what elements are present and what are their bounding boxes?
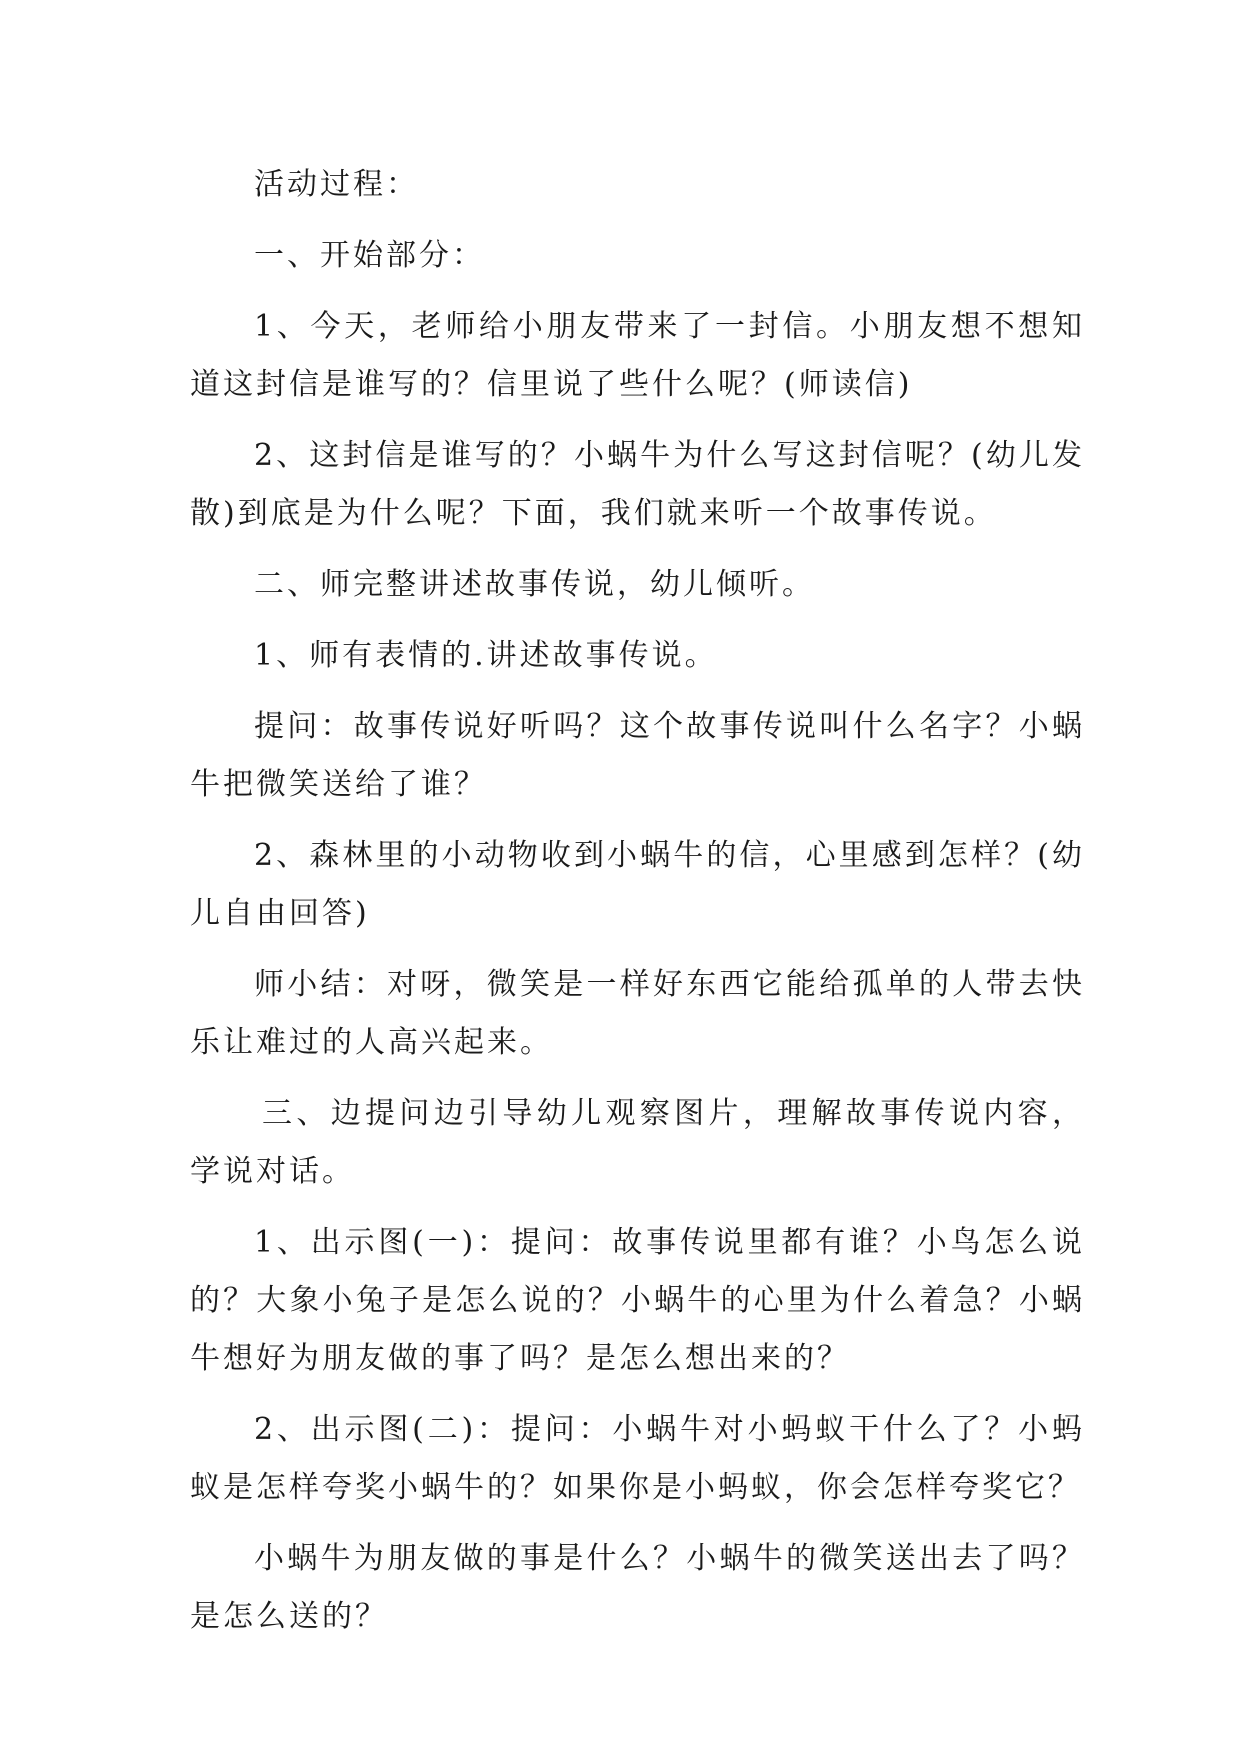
paragraph-picture-two: 2、出示图(二)：提问：小蜗牛对小蚂蚁干什么了？小蚂蚁是怎样夸奖小蜗牛的？如果你是小蚂蚁，你会怎样夸奖它？ [190, 1412, 1085, 1505]
paragraph-section-two-heading: 二、师完整讲述故事传说，幼儿倾听。 [254, 567, 815, 602]
paragraph-letter-question: 2、这封信是谁写的？小蜗牛为什么写这封信呢？(幼儿发散)到底是为什么呢？下面，我们就来听一个故事传说。 [190, 438, 1085, 531]
document-body [190, 156, 1085, 1659]
paragraph-teacher-tells-story: 1、师有表情的.讲述故事传说。 [254, 638, 718, 673]
paragraph-story-questions: 提问：故事传说好听吗？这个故事传说叫什么名字？小蜗牛把微笑送给了谁？ [190, 709, 1085, 802]
paragraph-picture-one: 1、出示图(一)：提问：故事传说里都有谁？小鸟怎么说的？大象小兔子是怎么说的？小蜗牛的心里为什么着急？小蜗牛想好为朋友做的事了吗？是怎么想出来的？ [190, 1225, 1085, 1376]
paragraph-activity-process: 活动过程： [254, 167, 419, 202]
paragraph-forest-animals: 2、森林里的小动物收到小蜗牛的信，心里感到怎样？(幼儿自由回答) [190, 838, 1085, 931]
paragraph-section-three-heading: 三、边提问边引导幼儿观察图片，理解故事传说内容，学说对话。 [190, 1096, 1085, 1189]
paragraph-teacher-summary: 师小结：对呀，微笑是一样好东西它能给孤单的人带去快乐让难过的人高兴起来。 [190, 967, 1085, 1060]
paragraph-section-one-heading: 一、开始部分： [254, 238, 485, 273]
paragraph-closing-questions: 小蜗牛为朋友做的事是什么？小蜗牛的微笑送出去了吗？是怎么送的？ [190, 1541, 1085, 1634]
paragraph-letter-intro: 1、今天，老师给小朋友带来了一封信。小朋友想不想知道这封信是谁写的？信里说了些什么呢？(师读信) [190, 309, 1085, 402]
